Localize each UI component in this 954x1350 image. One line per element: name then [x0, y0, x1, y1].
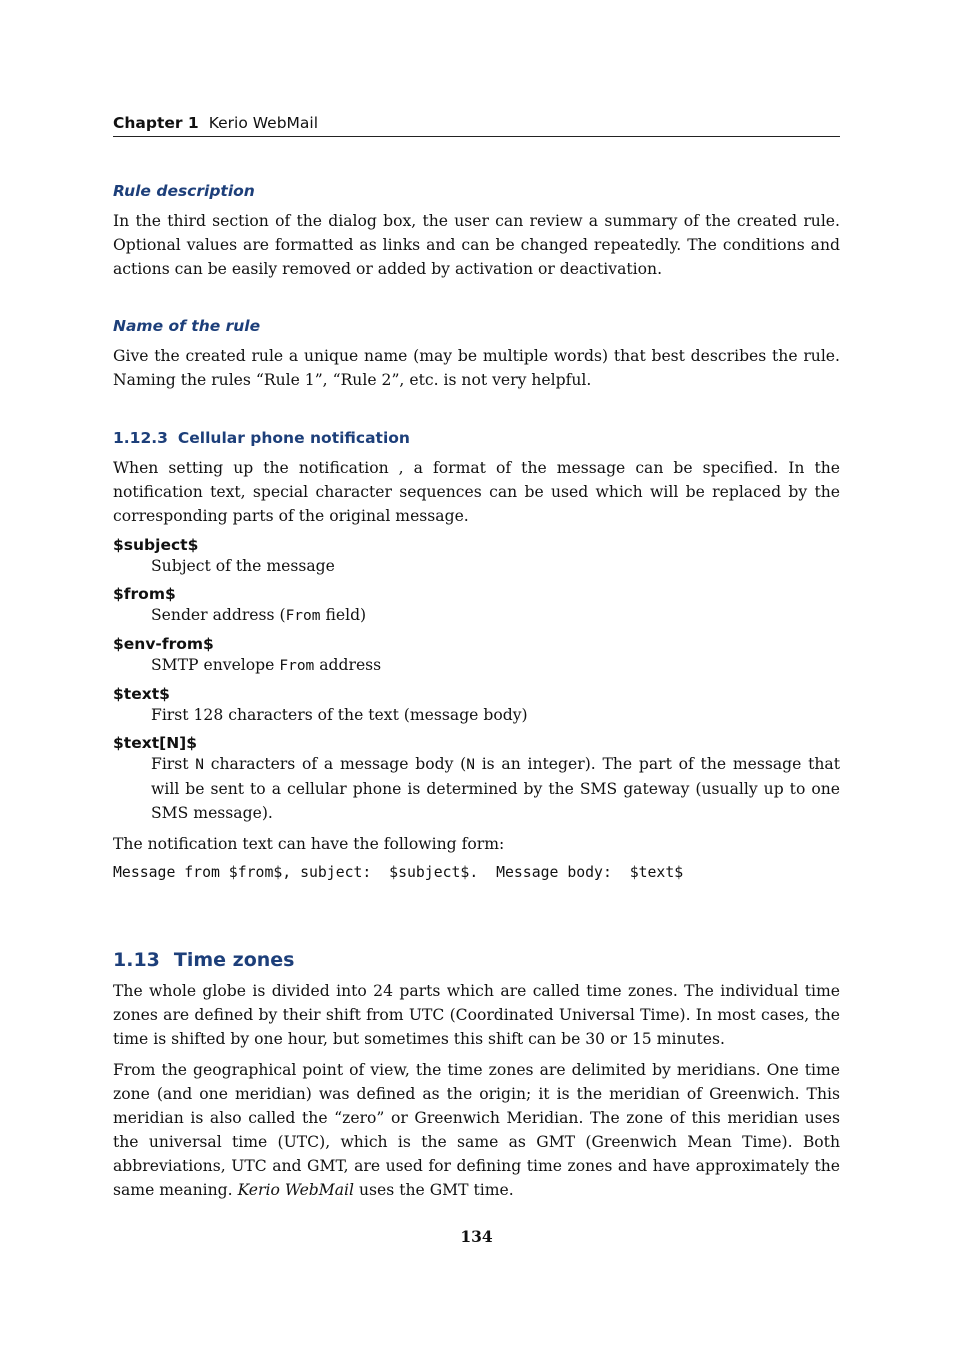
- term-subject: $subject$: [113, 536, 199, 554]
- time-zones-section: [113, 949, 840, 1202]
- rule-name-text: Give the created rule a unique name (may be multiple words) that best describes the rule. Naming the rules “Rule 1”, “Rule 2”, etc. is not very helpful.: [113, 347, 840, 389]
- time-zones-section-title: Time zones: [173, 949, 295, 971]
- inline-code: From: [285, 608, 321, 624]
- term-text: $text$: [113, 685, 170, 703]
- term-env-from: $env-from$: [113, 635, 214, 653]
- cellular-section-number: 1.12.3: [113, 429, 168, 447]
- term-item: [113, 635, 840, 678]
- product-name: Kerio WebMail: [237, 1181, 355, 1199]
- inline-code: N: [466, 757, 475, 773]
- form-intro: The notification text can have the following form:: [113, 835, 505, 853]
- term-from: $from$: [113, 585, 176, 603]
- time-zones-para-2: From the geographical point of view, the time zones are delimited by meridians. One time zone (and one meridian) was defined as the origin; it is the meridian of Greenwich. This meridian is also called the “zero” or Greenwich Meridian. The zone of this meridian uses the universal time (UTC), which is the same as GMT (Greenwich Mean Time). Both abbreviations, UTC and GMT, are used for defining time zones and have approximately the same meaning. Kerio WebMail uses the GMT time.: [113, 1061, 840, 1199]
- term-item: [113, 734, 840, 825]
- rule-description-text: In the third section of the dialog box, the user can review a summary of the created rule. Optional values are formatted as links and can be changed repeatedly. The conditions and actions can be easily removed or added by activation or deactivation.: [113, 212, 840, 278]
- term-list: [113, 536, 840, 825]
- term-item: [113, 585, 840, 628]
- inline-code: N: [195, 757, 205, 773]
- term-text-desc: First 128 characters of the text (message body): [151, 706, 528, 724]
- chapter-title: Kerio WebMail: [208, 114, 319, 132]
- term-text-n: $text[N]$: [113, 734, 198, 752]
- rule-description-section: [113, 182, 840, 281]
- time-zones-heading: [113, 949, 840, 971]
- page-number: 134: [460, 1227, 493, 1246]
- term-item: [113, 536, 840, 578]
- rule-name-section: [113, 317, 840, 392]
- term-text-n-desc: First N characters of a message body (N is an integer). The part of the message that will be sent to a cellular phone is determined by the SMS gateway (usually up to one SMS message).: [151, 755, 840, 822]
- rule-description-heading: Rule description: [113, 182, 255, 200]
- chapter-label: Chapter 1: [113, 114, 199, 132]
- rule-name-heading: Name of the rule: [113, 317, 261, 335]
- cellular-section: [113, 429, 840, 881]
- term-env-from-desc: SMTP envelope From address: [151, 656, 382, 674]
- example-code: Message from $from$, subject: $subject$. Message body: $text$: [113, 864, 684, 881]
- running-header: [113, 114, 840, 137]
- term-item: [113, 685, 840, 727]
- time-zones-para-1: The whole globe is divided into 24 parts which are called time zones. The individual time zones are defined by their shift from UTC (Coordinated Universal Time). In most cases, the time is shifted by one hour, but sometimes this shift can be 30 or 15 minutes.: [113, 982, 840, 1048]
- time-zones-section-number: 1.13: [113, 949, 160, 971]
- cellular-intro: When setting up the notification , a format of the message can be specified. In the notification text, special character sequences can be used which will be replaced by the corresponding parts of the original message.: [113, 459, 840, 525]
- term-from-desc: Sender address (From field): [151, 606, 367, 624]
- inline-code: From: [279, 658, 315, 674]
- cellular-section-title: Cellular phone notification: [177, 429, 410, 447]
- term-subject-desc: Subject of the message: [151, 557, 335, 575]
- cellular-heading: [113, 429, 840, 447]
